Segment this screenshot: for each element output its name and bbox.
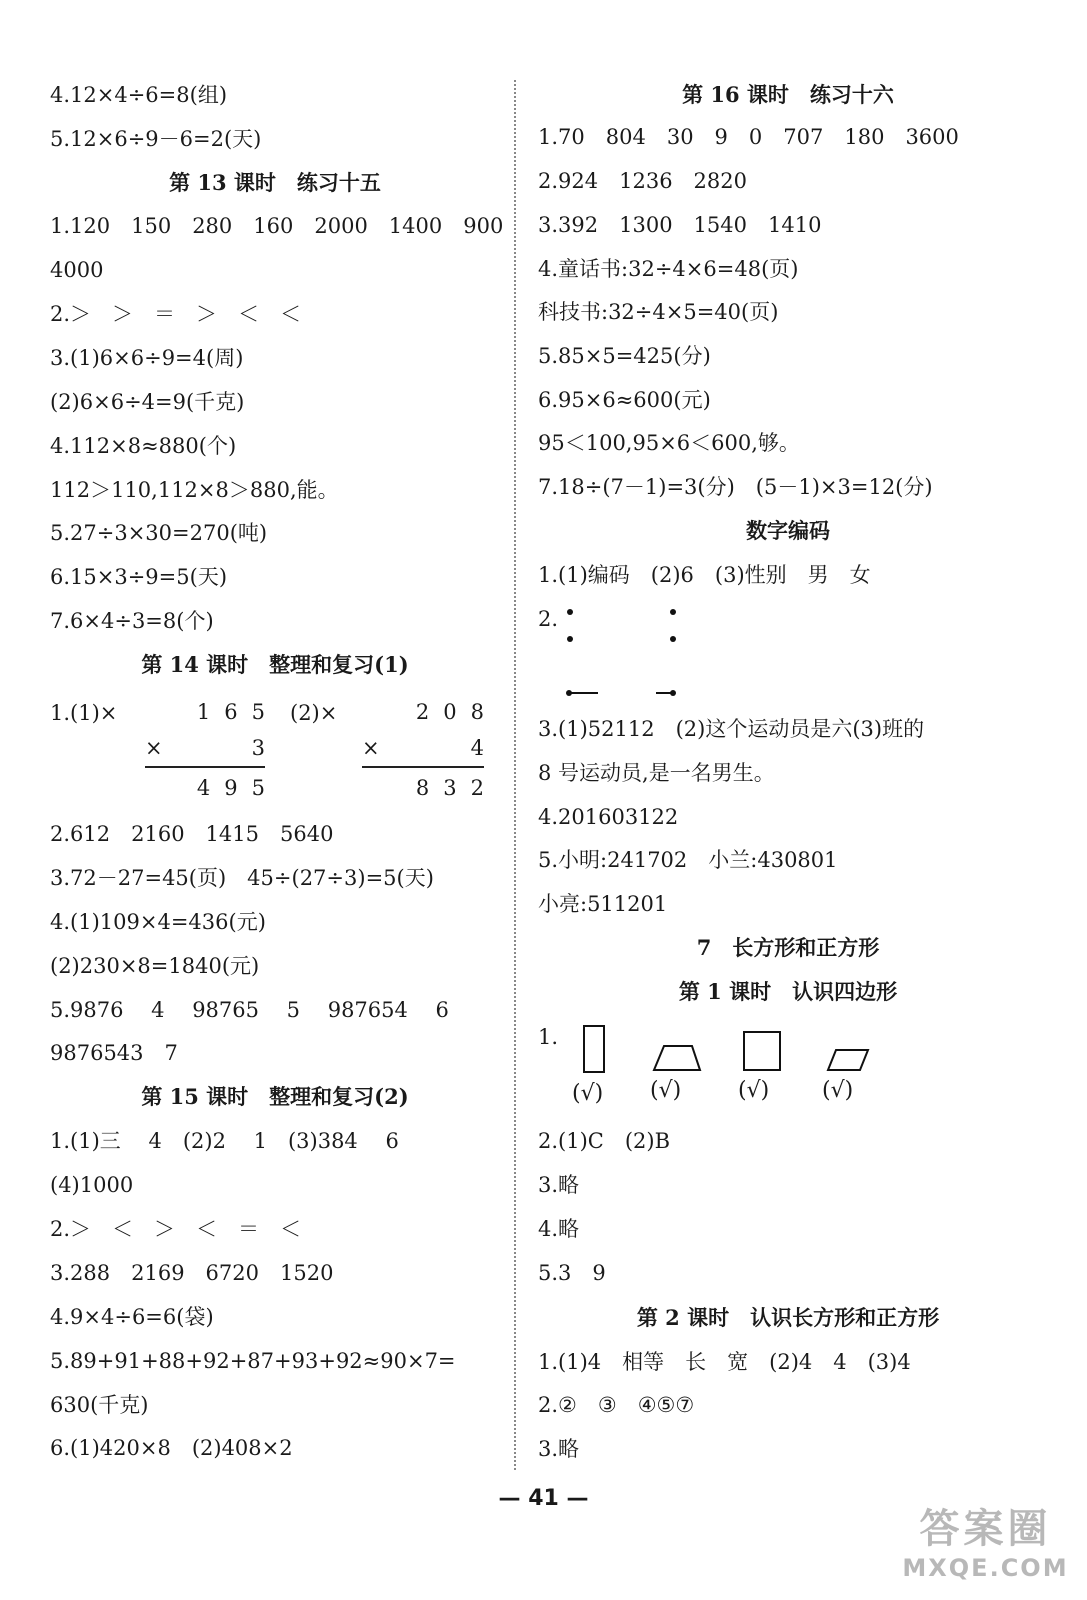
answer-line: 5.小明:241702 小兰:430801 — [538, 848, 838, 872]
answer-line: 3.392 1300 1540 1410 — [538, 213, 822, 237]
vertical-multiplication-2 — [362, 694, 484, 806]
watermark-url: MXQE.COM — [902, 1554, 1069, 1582]
answer-line: 5.27÷3×30=270(吨) — [50, 521, 268, 545]
digit: 1 — [196, 700, 211, 724]
answer-line: 7.6×4÷3=8(个) — [50, 609, 214, 633]
answer-line: 9876543 7 — [50, 1041, 178, 1065]
section-heading: 数字编码 — [746, 518, 830, 543]
answer-line: 4000 — [50, 258, 104, 282]
section-heading: 第 15 课时 整理和复习(2) — [141, 1084, 409, 1109]
answer-line: 2.924 1236 2820 — [538, 169, 748, 193]
calc-rule — [145, 766, 265, 768]
vertical-multiplication-1 — [145, 694, 265, 806]
digit: 2 — [470, 776, 484, 800]
answer-line: (4)1000 — [50, 1173, 134, 1197]
answer-line: 3.略 — [538, 1437, 580, 1461]
watermark-logo — [898, 1505, 1073, 1595]
section-heading: 第 1 课时 认识四边形 — [678, 979, 898, 1004]
code-dash — [570, 692, 598, 694]
answer-line: 2. — [538, 607, 559, 631]
answer-line: (2)6×6÷4=9(千克) — [50, 390, 245, 414]
digit: 3 — [251, 736, 265, 760]
check-mark: (√) — [822, 1078, 854, 1103]
answer-line: 2.＞ ＜ ＞ ＜ ＝ ＜ — [50, 1217, 302, 1241]
code-dot — [567, 636, 573, 642]
page-number: — 41 — — [498, 1486, 589, 1511]
answer-line: 4.略 — [538, 1217, 580, 1241]
square-shape — [744, 1032, 780, 1070]
digit: 6 — [224, 700, 238, 724]
answer-line: 2.612 2160 1415 5640 — [50, 822, 334, 846]
answer-line: 1. — [538, 1025, 559, 1049]
answer-line: 1.120 150 280 160 2000 1400 900 — [50, 214, 504, 238]
answer-line: 1.(1)× — [50, 701, 118, 725]
code-dot — [670, 609, 676, 615]
answer-line: 8 号运动员,是一名男生。 — [538, 761, 775, 785]
section-heading: 第 2 课时 认识长方形和正方形 — [636, 1305, 940, 1330]
answer-line: (2)230×8=1840(元) — [50, 954, 260, 978]
answer-line: 5.3 9 — [538, 1261, 606, 1285]
answer-line: 小亮:511201 — [538, 892, 668, 916]
answer-line: 4.9×4÷6=6(袋) — [50, 1305, 214, 1329]
digit: 4 — [470, 736, 484, 760]
digit: 8 — [415, 776, 430, 800]
answer-line: 6.15×3÷9=5(天) — [50, 565, 228, 589]
answer-line: 5.9876 4 98765 5 987654 6 — [50, 998, 449, 1022]
digit: 8 — [470, 700, 484, 724]
tall-rectangle-shape — [584, 1026, 604, 1072]
section-heading: 第 14 课时 整理和复习(1) — [141, 652, 409, 677]
digit: 3 — [443, 776, 457, 800]
column-divider — [514, 80, 516, 1470]
answer-line: 2.(1)C (2)B — [538, 1129, 671, 1153]
check-mark: (√) — [650, 1078, 682, 1103]
answer-line: 5.85×5=425(分) — [538, 344, 711, 368]
answer-line: 630(千克) — [50, 1393, 149, 1417]
answer-line: 1.(1)编码 (2)6 (3)性别 男 女 — [538, 563, 871, 587]
answer-line: 4.12×4÷6=8(组) — [50, 83, 228, 107]
quadrilateral-shapes — [578, 1020, 918, 1080]
chapter-heading: 7 长方形和正方形 — [696, 935, 880, 960]
check-mark: (√) — [572, 1081, 604, 1106]
answer-line: 5.89+91+88+92+87+93+92≈90×7= — [50, 1349, 456, 1373]
answer-line: 1.(1)三 4 (2)2 1 (3)384 6 — [50, 1129, 399, 1153]
answer-line: 1.70 804 30 9 0 707 180 3600 — [538, 125, 959, 149]
code-dot — [670, 690, 676, 696]
answer-line: 2.＞ ＞ ＝ ＞ ＜ ＜ — [50, 302, 302, 326]
answer-line: 4.112×8≈880(个) — [50, 434, 237, 458]
answer-line: 1.(1)4 相等 长 宽 (2)4 4 (3)4 — [538, 1350, 911, 1374]
answer-line: 4.(1)109×4=436(元) — [50, 910, 266, 934]
digit: 5 — [251, 776, 265, 800]
digit: 5 — [251, 700, 265, 724]
answer-line: 4.童话书:32÷4×6=48(页) — [538, 257, 799, 281]
answer-line: 4.201603122 — [538, 805, 679, 829]
check-mark: (√) — [738, 1078, 770, 1103]
parallelogram-shape — [828, 1050, 868, 1070]
code-dot — [567, 609, 573, 615]
answer-line: 5.12×6÷9－6=2(天) — [50, 127, 262, 151]
answer-line: 3.72－27=45(页) 45÷(27÷3)=5(天) — [50, 866, 434, 890]
answer-line: 6.95×6≈600(元) — [538, 388, 711, 412]
multiply-sign: × — [362, 736, 380, 760]
watermark-text: 答案圈 — [919, 1506, 1052, 1552]
digit: 4 — [196, 776, 211, 800]
trapezoid-shape — [654, 1046, 700, 1070]
answer-line: 95＜100,95×6＜600,够。 — [538, 431, 800, 455]
answer-line: 3.(1)6×6÷9=4(周) — [50, 346, 244, 370]
multiply-sign: × — [145, 736, 163, 760]
answer-line: 3.(1)52112 (2)这个运动员是六(3)班的 — [538, 717, 925, 741]
answer-line: 7.18÷(7－1)=3(分) (5－1)×3=12(分) — [538, 475, 933, 499]
answer-line: (2)× — [290, 701, 338, 725]
answer-line: 科技书:32÷4×5=40(页) — [538, 300, 779, 324]
section-heading: 第 13 课时 练习十五 — [169, 170, 381, 195]
section-heading: 第 16 课时 练习十六 — [682, 82, 894, 107]
answer-line: 3.略 — [538, 1173, 580, 1197]
answer-line: 3.288 2169 6720 1520 — [50, 1261, 334, 1285]
calc-rule — [362, 766, 484, 768]
digit: 2 — [415, 700, 430, 724]
digit: 9 — [224, 776, 238, 800]
answer-line: 6.(1)420×8 (2)408×2 — [50, 1436, 293, 1460]
answer-line: 2.② ③ ④⑤⑦ — [538, 1393, 695, 1417]
code-dot — [670, 636, 676, 642]
answer-line: 112＞110,112×8＞880,能。 — [50, 478, 339, 502]
digit: 0 — [443, 700, 457, 724]
